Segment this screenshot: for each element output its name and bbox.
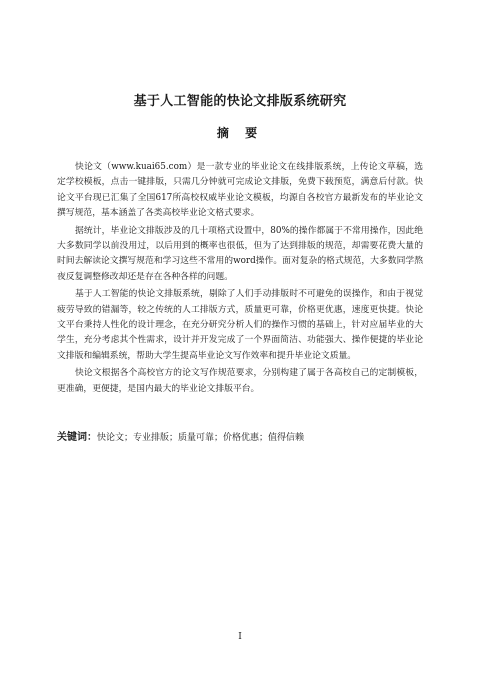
abstract-paragraph-1: 快论文（www.kuai65.com）是一款专业的毕业论文在线排版系统，上传论文草稿，选定学校模板，点击一键排版，只需几分钟就可完成论文排版，免费下载预览，满意后付款。快论文平台现已汇集了全国617所高校权威毕业论文模板，均源自各校官方最新发布的毕业论文撰写规范，基本涵盖了各类高校毕业论文格式要求。 xyxy=(57,162,423,219)
keywords-text: 快论文；专业排版；质量可靠；价格优惠；值得信赖 xyxy=(97,433,305,443)
abstract-paragraph-4: 快论文根据各个高校官方的论文写作规范要求，分别构建了属于各高校自己的定制模板，更准确，更便捷，是国内最大的毕业论文排版平台。 xyxy=(57,368,423,394)
keywords-line xyxy=(57,430,423,446)
abstract-paragraph-2: 据统计，毕业论文排版涉及的几十项格式设置中，80%的操作都属于不常用操作，因此绝大多数同学以前没用过，以后用到的概率也很低，但为了达到排版的规范，却需要花费大量的时间去解读论文撰写规范和学习这些不常用的word操作。面对复杂的格式规范，大多数同学熬夜反复调整修改却还是存在各种各样的问题。 xyxy=(57,225,423,282)
abstract-body xyxy=(57,160,423,399)
abstract-heading: 摘 要 xyxy=(216,126,264,140)
abstract-paragraph-3: 基于人工智能的快论文排版系统，剔除了人们手动排版时不可避免的误操作，和由于视觉疲劳导致的错漏等，较之传统的人工排版方式，质量更可靠，价格更优惠，速度更快捷。快论文平台秉持人性化的设计理念，在充分研究分析人们的操作习惯的基础上，针对应届毕业的大学生，充分考虑其个性需求，设计并开发完成了一个界面简洁、功能强大、操作便捷的毕业论文排版和编辑系统，帮助大学生提高毕业论文写作效率和提升毕业论文质量。 xyxy=(57,289,423,361)
keywords-label: 关键词： xyxy=(57,432,97,443)
page-number: I xyxy=(238,632,242,642)
paper-title: 基于人工智能的快论文排版系统研究 xyxy=(133,94,347,109)
